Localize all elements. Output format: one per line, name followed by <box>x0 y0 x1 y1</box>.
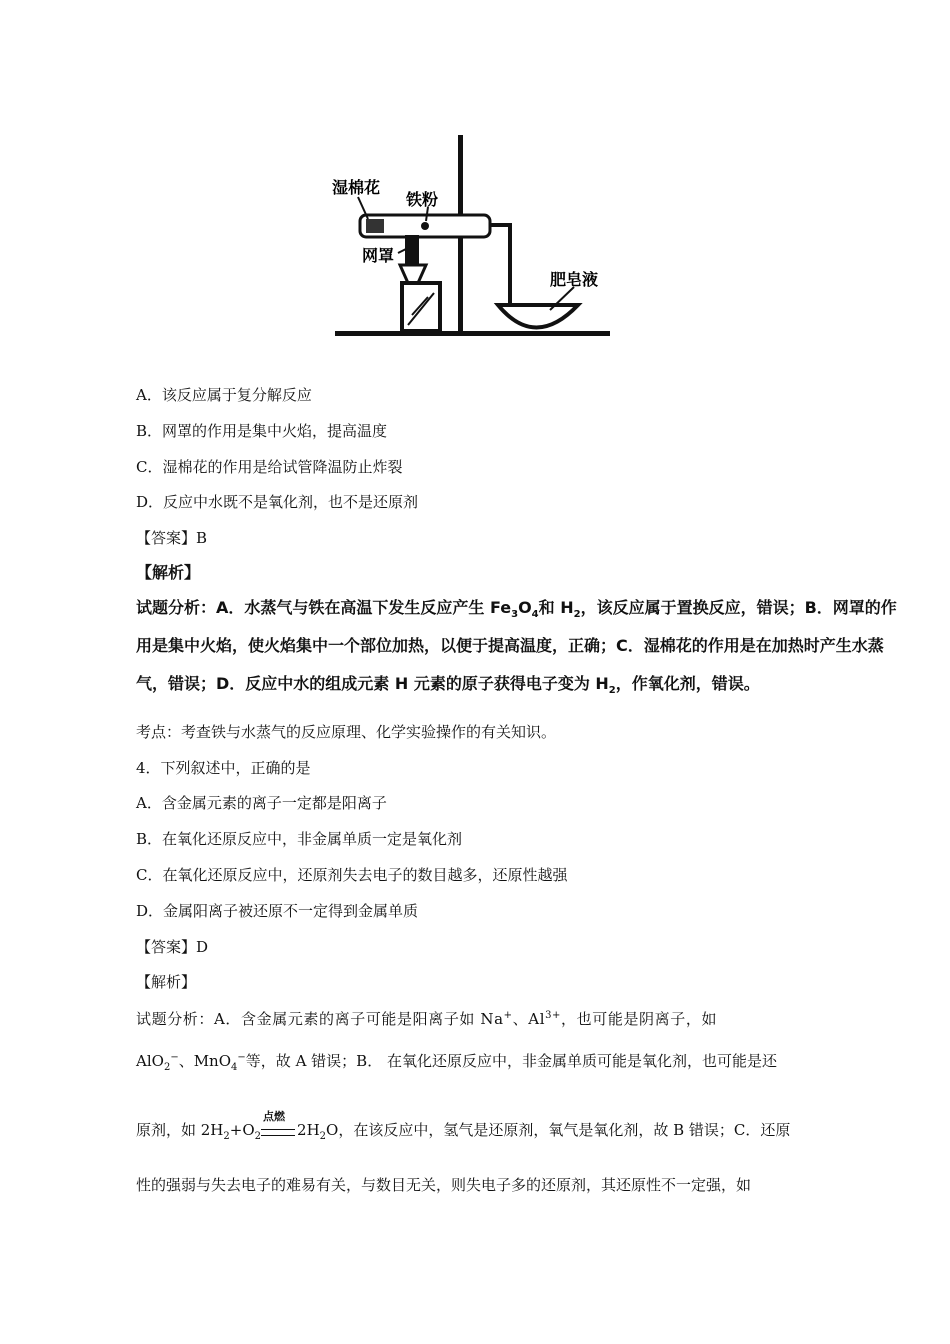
label-wire-gauze: 网罩 <box>362 246 395 265</box>
q3-answer: 【答案】B <box>136 529 208 547</box>
label-wet-cotton: 湿棉花 <box>332 178 381 197</box>
iron-powder <box>421 222 429 230</box>
q4-stem: 4．下列叙述中，正确的是 <box>136 759 311 777</box>
label-iron-powder: 铁粉 <box>406 190 439 209</box>
q3-analysis-title: 【解析】 <box>136 563 201 582</box>
q3-option-d: D．反应中水既不是氧化剂，也不是还原剂 <box>136 493 419 511</box>
q4-option-b: B．在氧化还原反应中，非金属单质一定是氧化剂 <box>136 830 463 848</box>
q3-analysis-line-3: 气，错误；D．反应中水的组成元素 H 元素的原子获得电子变为 $H_2$，作氧化剂，错误。 <box>136 674 760 697</box>
q4-option-a: A．含金属元素的离子一定都是阳离子 <box>136 794 387 812</box>
wire-gauze <box>405 235 419 265</box>
q3-option-a: A．该反应属于复分解反应 <box>136 386 312 404</box>
q4-analysis-line-1: 试题分析：A．含金属元素的离子可能是阳离子如 Na+、$Al^{3+}$，也可能是阴离子，如 <box>136 1010 718 1028</box>
iron-steam-apparatus-diagram <box>330 125 620 345</box>
label-soap-solution: 肥皂液 <box>550 270 599 289</box>
wet-cotton <box>366 219 384 233</box>
q4-answer: 【答案】D <box>136 938 209 956</box>
q3-option-c: C．湿棉花的作用是给试管降温防止炸裂 <box>136 458 403 476</box>
q4-analysis-line-4: 性的强弱与失去电子的难易有关，与数目无关，则失电子多的还原剂，其还原性不一定强，如 <box>136 1176 752 1194</box>
q4-analysis-title: 【解析】 <box>136 973 197 991</box>
lamp-top <box>400 265 426 283</box>
q4-option-c: C．在氧化还原反应中，还原剂失去电子的数目越多，还原性越强 <box>136 866 568 884</box>
q4-option-d: D．金属阳离子被还原不一定得到金属单质 <box>136 902 419 920</box>
base-plate <box>335 331 610 336</box>
reaction-condition-label: 点燃 <box>263 1110 286 1123</box>
q3-option-b: B．网罩的作用是集中火焰，提高温度 <box>136 422 388 440</box>
gauze-pointer <box>398 249 406 253</box>
apparatus-figure <box>330 125 620 345</box>
reaction-condition-sign <box>261 1110 297 1141</box>
delivery-tube <box>490 225 510 315</box>
q3-kaodian: 考点：考查铁与水蒸气的反应原理、化学实验操作的有关知识。 <box>136 723 557 741</box>
evaporating-dish <box>498 305 578 328</box>
equals-double-line <box>261 1129 295 1136</box>
q3-analysis-line-1: 试题分析：A．水蒸气与铁在高温下发生反应产生 $Fe_3O_4$和 $H_2$，该反应属于置换反应，错误；B．网罩的作 <box>136 598 897 621</box>
q4-analysis-line-2: AlO$_2$−、MnO$_4$−等，故 A 错误；B． 在氧化还原反应中，非金属单质可能是氧化剂，也可能是还 <box>136 1052 777 1073</box>
q4-analysis-line-3: 原剂，如 $2H_2+O_2$ 点燃 $2H_2O$，在该反应中，氢气是还原剂，氧气是氧化剂，故 B 错误；C．还原 <box>136 1120 790 1141</box>
q3-analysis-line-2: 用是集中火焰，使火焰集中一个部位加热，以便于提高温度，正确；C．湿棉花的作用是在加热时产生水蒸 <box>136 636 884 655</box>
